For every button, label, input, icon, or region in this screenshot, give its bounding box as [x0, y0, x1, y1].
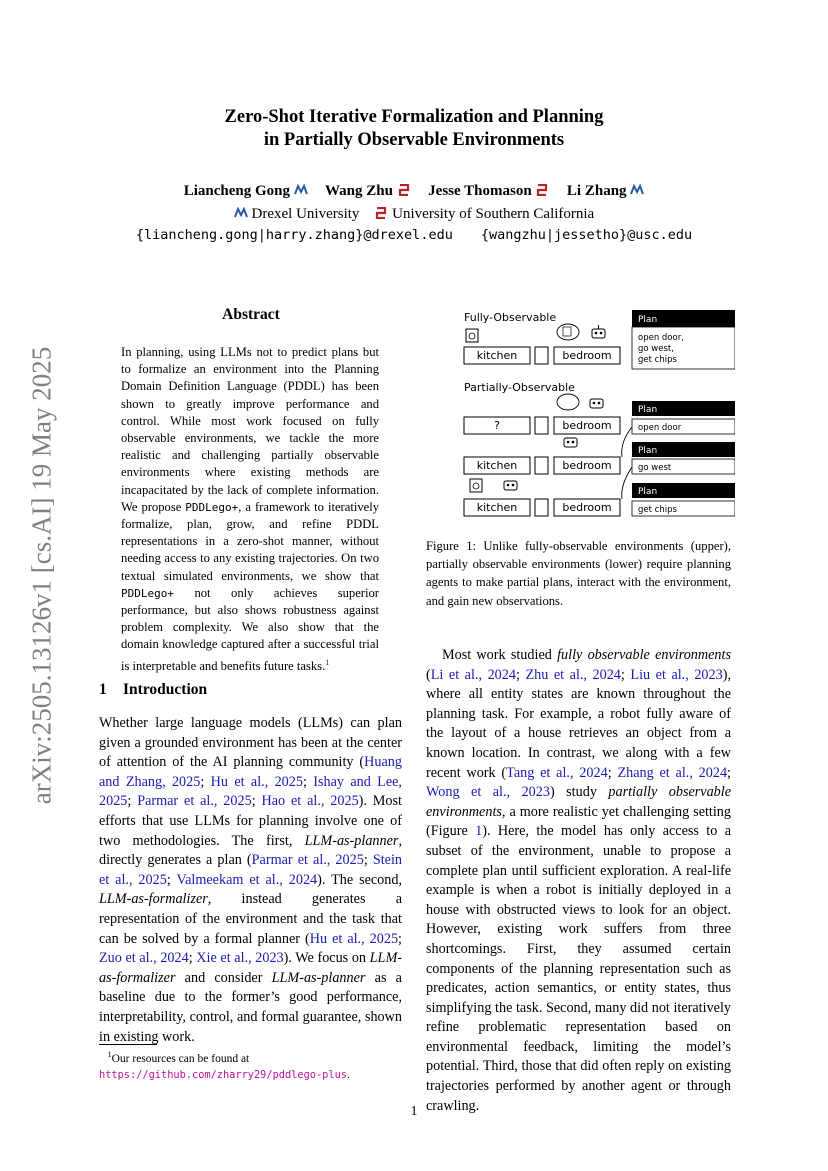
robot-icon — [590, 399, 603, 408]
footnote-text: Our resources can be found at — [111, 1052, 250, 1065]
full-plan-step: go west, — [638, 344, 674, 354]
plan-header: Plan — [638, 405, 658, 415]
author-name: Wang Zhu — [324, 183, 393, 199]
door-icon — [535, 457, 548, 474]
citation-link[interactable]: Li et al., 2024 — [430, 666, 516, 683]
door-icon — [535, 347, 548, 364]
robot-icon — [564, 438, 577, 447]
affiliation-drexel: Drexel University — [251, 206, 360, 222]
title-line-1: Zero-Shot Iterative Formalization and Planning — [224, 107, 604, 127]
figure-caption: Figure 1: Unlike fully-observable environments (upper), partially observable environments (lower) require planning agents to make partial plans, interact with the environment, and gain new observations. — [426, 539, 731, 608]
drexel-logo-icon — [630, 184, 644, 196]
footnote-rule — [99, 1044, 157, 1045]
affiliation-usc: University of Southern California — [392, 206, 595, 222]
footnote-mark[interactable]: 1 — [325, 657, 330, 667]
text: . — [346, 1068, 350, 1081]
text: Most work studied — [442, 647, 558, 663]
emphasis: LLM-as-planner — [304, 832, 399, 849]
text: Whether large language models (LLMs) can plan given a grounded environment has been at the center of attention of the AI planning community ( — [99, 715, 402, 771]
text: ; — [363, 852, 373, 869]
text: ; — [620, 666, 631, 683]
citation-link[interactable]: Wong et al., 2023 — [426, 784, 550, 801]
email-usc[interactable]: {wangzhu|jessetho}@usc.edu — [480, 227, 693, 243]
text: ; — [166, 871, 177, 888]
room-unknown-label: ? — [494, 419, 500, 432]
text: ; — [200, 773, 211, 790]
emphasis: fully observable environments — [557, 647, 731, 663]
drexel-logo-icon — [234, 207, 248, 219]
door-icon — [535, 499, 548, 516]
text: ; — [251, 793, 262, 810]
section-number: 1 — [99, 681, 107, 698]
affiliations — [0, 206, 828, 223]
abstract-text: not only achieves superior performance, but also shows robustness against problem complexity. We also show that the domain knowledge captured after a successful trial is interpretable and benefits future tasks. — [121, 585, 379, 673]
citation-link[interactable]: Parmar et al., 2025 — [251, 852, 364, 869]
abstract-body — [121, 344, 379, 675]
figure-1 — [460, 307, 735, 522]
text: ). The second, — [317, 871, 403, 888]
intro-paragraph-right — [426, 646, 731, 1116]
thought-bubble-icon — [557, 324, 579, 340]
room-bedroom-label: bedroom — [562, 349, 612, 362]
room-bedroom-label: bedroom — [562, 459, 612, 472]
room-bedroom-label: bedroom — [562, 501, 612, 514]
text: and consider — [175, 969, 272, 986]
citation-link[interactable]: Xie et al., 2023 — [196, 950, 284, 967]
text: , a more realistic yet challenging setting (Figure — [426, 803, 731, 840]
plan-header: Plan — [638, 487, 658, 497]
room-kitchen-label: kitchen — [476, 349, 518, 362]
text: , directly generates a plan ( — [99, 832, 402, 869]
text: ( — [426, 666, 431, 683]
text: ; — [398, 930, 402, 947]
citation-link[interactable]: Zhu et al., 2024 — [525, 666, 621, 683]
citation-link[interactable]: 1 — [475, 823, 483, 840]
text: as a baseline due to the former’s good performance, interpretability, control, and formal guarantee, shown in existing work. — [99, 969, 402, 1045]
footnote-url-link[interactable]: https://github.com/zharry29/pddlego-plus — [99, 1068, 347, 1081]
section-heading — [99, 681, 207, 699]
citation-link[interactable]: Hu et al., 2025 — [210, 773, 303, 790]
room-kitchen-label: kitchen — [476, 459, 518, 472]
text: ; — [607, 764, 618, 781]
paper-title — [0, 106, 828, 152]
citation-link[interactable]: Stein et al., 2025 — [99, 852, 403, 888]
text: ; — [302, 773, 314, 790]
usc-logo-icon — [374, 207, 388, 219]
door-icon — [535, 417, 548, 434]
full-plan-step: open door, — [638, 333, 684, 343]
partially-observable-label: Partially-Observable — [464, 381, 575, 394]
title-line-2: in Partially Observable Environments — [263, 130, 565, 150]
robot-icon — [504, 481, 517, 490]
citation-link[interactable]: Parmar et al., 2025 — [137, 793, 252, 810]
emphasis: LLM-as-formalizer — [99, 891, 208, 908]
citation-link[interactable]: Zuo et al., 2024 — [99, 950, 189, 967]
citation-link[interactable]: Liu et al., 2023 — [630, 666, 723, 683]
intro-paragraph-left — [99, 714, 402, 1047]
footnote — [99, 1047, 404, 1083]
text: ; — [727, 764, 731, 781]
citation-link[interactable]: Ishay and Lee, 2025 — [99, 773, 402, 810]
citation-link[interactable]: Zhang et al., 2024 — [617, 764, 728, 781]
author-name: Li Zhang — [566, 183, 627, 199]
citation-link[interactable]: Hu et al., 2025 — [309, 930, 399, 947]
author-emails — [0, 227, 828, 243]
transition-arrows — [622, 427, 632, 499]
arxiv-stamp: arXiv:2505.13126v1 [cs.AI] 19 May 2025 — [26, 346, 57, 805]
usc-logo-icon — [397, 184, 411, 196]
drexel-logo-icon — [294, 184, 308, 196]
plan-step: get chips — [638, 505, 677, 515]
abstract-text: In planning, using LLMs not to predict plans but to formalize an environment into the Planning Domain Definition Language (PDDL) has been shown to greatly improve performance and control. While most work focused on fully observable environments, we tackle the more realistic and challenging partially observable environments where existing methods are incapacitated by the lack of complete information. We propose — [121, 345, 379, 514]
chips-icon — [466, 329, 478, 342]
room-kitchen-label: kitchen — [476, 501, 518, 514]
author-name: Liancheng Gong — [183, 183, 290, 199]
full-plan-step: get chips — [638, 355, 677, 365]
robot-icon — [592, 325, 605, 338]
text: ), where all entity states are known throughout the planning task. For example, a robot fully aware of the layout of a house retrieves an object from a known location. In contrast, we along with a few recent work ( — [426, 666, 731, 781]
author-list — [0, 183, 828, 200]
author-name: Jesse Thomason — [428, 183, 532, 199]
text: ) study — [549, 784, 609, 801]
citation-link[interactable]: Valmeekam et al., 2024 — [176, 871, 318, 888]
emphasis: LLM-as-planner — [271, 969, 366, 986]
plan-step: open door — [638, 423, 682, 433]
text: ; — [188, 950, 197, 967]
text: ). Most efforts that use LLMs for planning involve one of two methodologies. The first, — [99, 793, 402, 849]
footnote-mark: 1 — [107, 1050, 112, 1059]
citation-link[interactable]: Tang et al., 2024 — [506, 764, 608, 781]
emphasis: LLM-as-formalizer — [99, 950, 402, 986]
text: ). Here, the model has only access to a subset of the environment, unable to propose a complete plan until sufficient exploration. A real-life example is when a robot is initially deployed in a house with obstructed views to look for an object. However, existing work suffers from three shortcomings. First, they assumed certain components of the planning representation such as predicates, action semantics, or entity states, thus simplifying the task. Second, many did not iteratively refine problematic representation based on environmental feedback, limiting the model’s potential. Third, those that did often reply on existing trajectories performed by another agent or through crawling. — [426, 823, 731, 1114]
section-title: Introduction — [123, 681, 208, 698]
room-bedroom-label: bedroom — [562, 419, 612, 432]
code-term: PDDLego+ — [185, 500, 239, 514]
emphasis: partially observable environments — [426, 784, 732, 820]
text: ; — [127, 793, 138, 810]
usc-logo-icon — [535, 184, 549, 196]
text: , instead generates a representation of the environment and the task that can be solved by a formal planner ( — [99, 891, 402, 947]
abstract-text: , a framework to iteratively formalize, plan, grow, and refine PDDL representations in a zero-shot manner, without needing access to any existing trajectories. On two textual simulated environments, we show that — [121, 499, 379, 583]
email-drexel[interactable]: {liancheng.gong|harry.zhang}@drexel.edu — [135, 227, 453, 243]
citation-link[interactable]: Hao et al., 2025 — [261, 793, 359, 810]
text: ; — [515, 666, 526, 683]
plan-header: Plan — [638, 446, 658, 456]
plan-step: go west — [638, 463, 672, 473]
code-term: PDDLego+ — [121, 586, 174, 600]
abstract-heading: Abstract — [222, 306, 280, 323]
citation-link[interactable]: Huang and Zhang, 2025 — [99, 754, 402, 790]
text: ). We focus on — [283, 950, 370, 967]
chips-icon — [470, 479, 482, 492]
fully-observable-label: Fully-Observable — [464, 311, 557, 324]
plan-header: Plan — [638, 315, 658, 325]
page-number: 1 — [410, 1104, 418, 1119]
thought-bubble-icon — [557, 394, 579, 410]
